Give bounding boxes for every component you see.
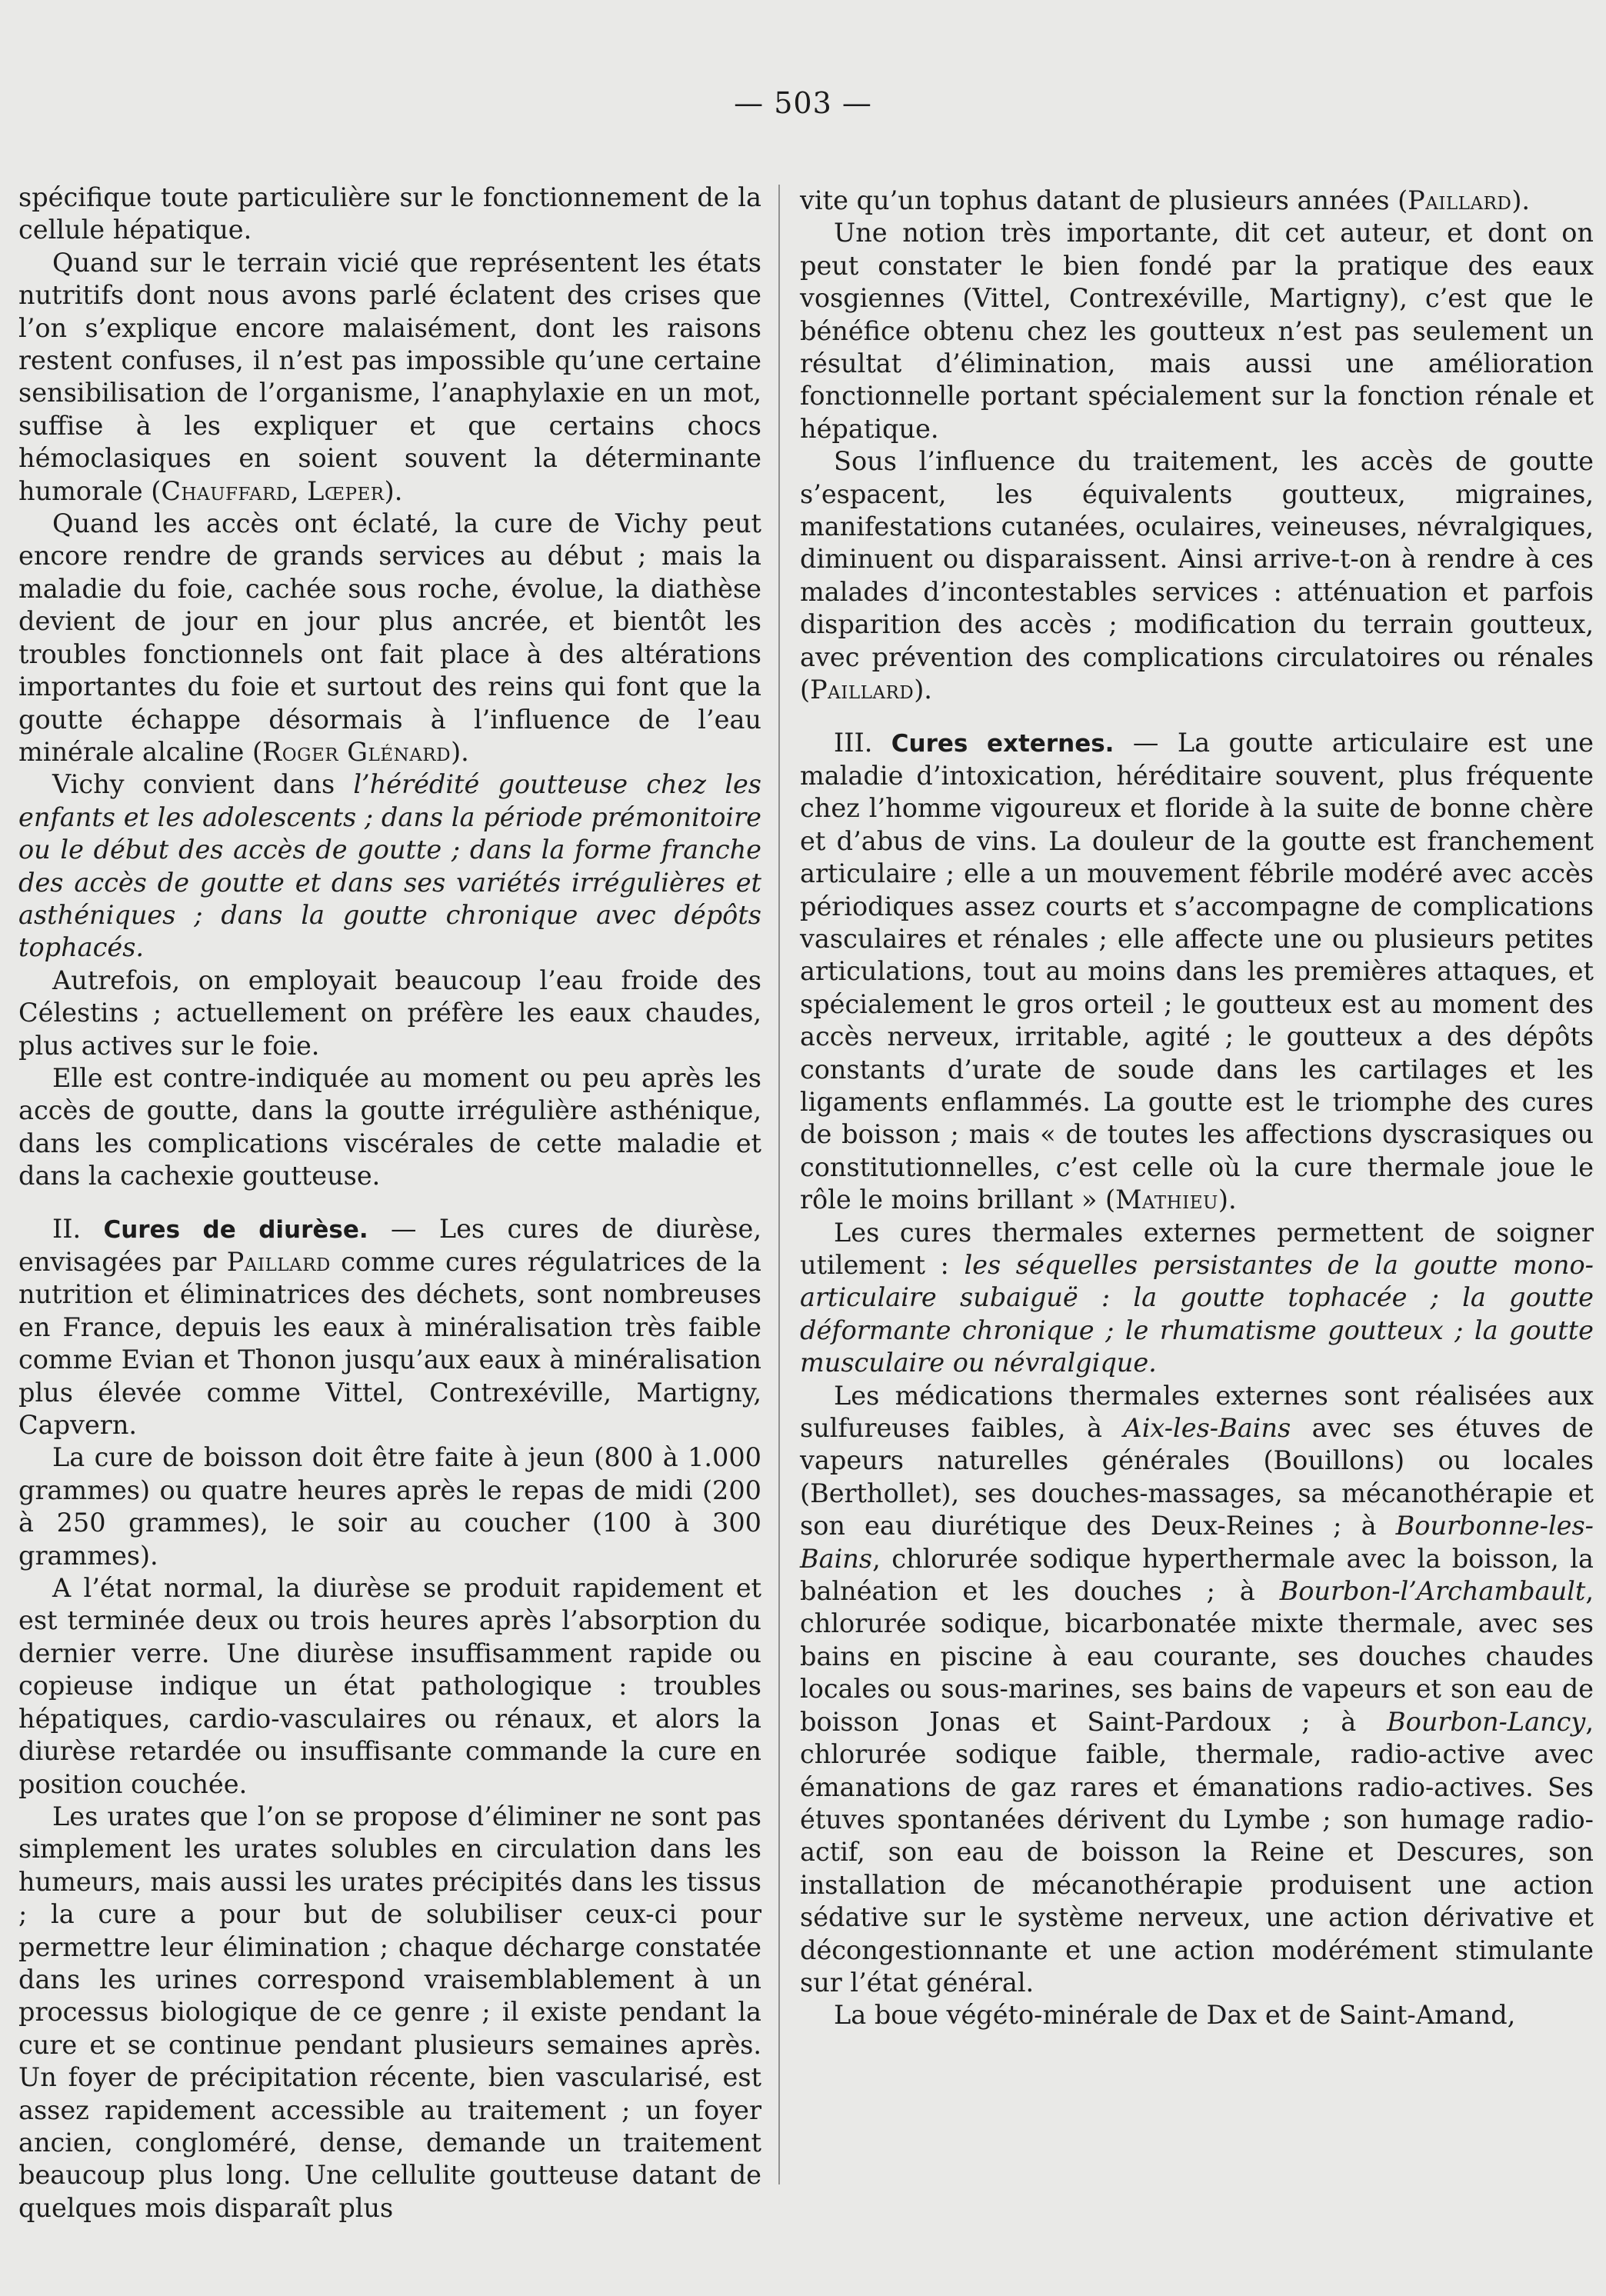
author-citation: Paillard — [810, 675, 915, 705]
paragraph — [18, 182, 761, 247]
section-heading: Cures de diurèse. — [103, 1215, 368, 1244]
column-divider — [778, 185, 780, 2184]
text-run: Vichy convient dans — [52, 769, 354, 800]
text-run: ). — [384, 475, 403, 506]
text-run: ). — [1218, 1185, 1237, 1215]
paragraph — [18, 768, 761, 964]
text-run: — La goutte articulaire est une maladie d’intoxication, héréditaire souvent, plus fréquente chez l’homme vigoureux et floride à la suite de bonne chère et d’abus de vins. La douleur de la goutte est franchement articulaire ; elle a un mouvement fébrile modéré avec accès périodiques assez courts et s’accompagne de complications vasculaires et rénales ; elle affecte une ou plusieurs petites articulations, tout au moins dans les premières attaques, et spécialement le gros orteil ; le goutteux est au moment des accès nerveux, irritable, agité ; le goutteux a des dépôts constants d’urate de soude dans les cartilages et les ligaments enflammés. La goutte est le triomphe des cures de boisson ; mais « de toutes les affections dyscrasiques ou constitutionnelles, c’est celle où la cure thermale joue le rôle le moins brillant » ( — [800, 727, 1594, 1215]
text-run: II. — [52, 1213, 104, 1244]
paragraph — [18, 1441, 761, 1572]
paragraph — [18, 1062, 761, 1193]
author-citation: Chauffard — [161, 475, 291, 506]
paragraph — [800, 1217, 1594, 1380]
text-run: La boue végéto-minérale de Dax et de Saint-Amand, — [834, 2000, 1516, 2031]
paragraph — [800, 217, 1594, 445]
paragraph — [18, 247, 761, 508]
paragraph — [18, 1213, 761, 1442]
left-column — [18, 182, 761, 2224]
right-column — [800, 185, 1594, 2032]
text-run: A l’état normal, la diurèse se produit rapidement et est terminée deux ou trois heures après l’absorption du dernier verre. Une diurèse insuffisamment rapide ou copieuse indique un état pathologique : troubles hépatiques, cardio-vasculaires ou rénaux, et alors la diurèse retardée ou insuffisante commande la cure en position couchée. — [18, 1573, 761, 1799]
text-run: Les urates que l’on se propose d’éliminer ne sont pas simplement les urates solubles en circulation dans les humeurs, mais aussi les urates précipités dans les tissus ; la cure a pour but de solubiliser ceux-ci pour permettre leur élimination ; chaque décharge constatée dans les urines correspond vraisemblablement à un processus biologique de ce genre ; il existe pendant la cure et se continue pendant plusieurs semaines après. Un foyer de précipitation récente, bien vascularisé, est assez rapidement accessible au traitement ; un foyer ancien, congloméré, dense, demande un traitement beaucoup plus long. Une cellulite goutteuse datant de quelques mois disparaît plus — [18, 1801, 761, 2223]
paragraph — [18, 965, 761, 1062]
author-citation: Mathieu — [1115, 1185, 1218, 1215]
paragraph — [18, 1572, 761, 1801]
text-run: Les cures thermales externes permettent de soigner utilement : — [800, 1217, 1594, 1280]
paragraph — [18, 1801, 761, 2224]
text-run: Quand les accès ont éclaté, la cure de Vichy peut encore rendre de grands services au début ; mais la maladie du foie, cachée sous roche, évolue, la diathèse devient de jour en jour plus ancrée, et bientôt les troubles fonctionnels ont fait place à des altérations importantes du foie et surtout des reins qui font que la goutte échappe désormais à l’influence de l’eau minérale alcaline ( — [18, 508, 761, 767]
text-run: Quand sur le terrain vicié que représentent les états nutritifs dont nous avons parlé éclatent des crises que l’on s’explique encore malaisément, dont les raisons restent confuses, il n’est pas impossible qu’une certaine sensibilisation de l’organisme, l’anaphylaxie en un mot, suffise à les expliquer et que certains chocs hémoclasiques en soient souvent la déterminante humorale ( — [18, 247, 761, 506]
text-run: III. — [834, 727, 891, 758]
text-run: , chlorurée sodique, bicarbonatée mixte thermale, avec ses bains en piscine à eau courante, ses douches chaudes locales ou sous-marines, ses bains de vapeurs et son eau de boisson Jonas et Saint-Pardoux ; à — [800, 1576, 1594, 1737]
text-run: , chlorurée sodique hyperthermale avec la boisson, la balnéation et les douches ; à — [800, 1543, 1594, 1607]
text-run: ). — [914, 675, 932, 705]
text-run: , — [290, 475, 308, 506]
text-run: ). — [1511, 185, 1531, 215]
paragraph — [800, 185, 1594, 217]
author-citation: Paillard — [226, 1247, 331, 1277]
paragraph — [800, 727, 1594, 1217]
text-run: ). — [451, 736, 469, 767]
italic-text: Bourbonne-les-Bains — [800, 1511, 1594, 1574]
text-run: La cure de boisson doit être faite à jeun (800 à 1.000 grammes) ou quatre heures après le repas de midi (200 à 250 grammes), le soir au coucher (100 à 300 grammes). — [18, 1442, 761, 1571]
text-run: avec ses étuves de vapeurs naturelles générales (Bouillons) ou locales (Berthollet), ses douches-massages, sa mécanothérapie et son eau diurétique des Deux-Reines ; à — [800, 1413, 1594, 1541]
text-run: Elle est contre-indiquée au moment ou peu après les accès de goutte, dans la goutte irrégulière asthénique, dans les complications viscérales de cette maladie et dans la cachexie goutteuse. — [18, 1062, 761, 1191]
italic-text: Bourbon-Lancy — [1386, 1706, 1586, 1737]
page-number: — 503 — — [734, 86, 872, 120]
paragraph — [800, 1999, 1594, 2031]
text-run: comme cures régulatrices de la nutrition et éliminatrices des déchets, sont nombreuses en France, depuis les eaux à minéralisation très faible comme Evian et Thonon jusqu’aux eaux à minéralisation plus élevée comme Vittel, Contrexéville, Martigny, Capvern. — [18, 1247, 761, 1441]
text-run: Sous l’influence du traitement, les accès de goutte s’espacent, les équivalents goutteux, migraines, manifestations cutanées, oculaires, veineuses, névralgiques, diminuent ou disparaissent. Ainsi arrive-t-on à rendre à ces malades d’incontestables services : atténuation et parfois disparition des accès ; modification du terrain goutteux, avec prévention des complications circulatoires ou rénales ( — [800, 446, 1594, 705]
text-run: vite qu’un tophus datant de plusieurs années ( — [800, 185, 1408, 215]
section-heading: Cures externes. — [891, 729, 1115, 758]
paragraph — [800, 445, 1594, 706]
text-run: , chlorurée sodique faible, thermale, radio-active avec émanations de gaz rares et émanations radio-actives. Ses étuves spontanées dérivent du Lymbe ; son humage radio-actif, son eau de boisson la Reine et Descures, son installation de mécanothérapie produisent une action sédative sur le système nerveux, une action dérivative et décongestionnante et une action modérément stimulante sur l’état général. — [800, 1706, 1594, 1998]
italic-text: les séquelles persistantes de la goutte mono-articulaire subaiguë : la goutte tophacée ; la goutte déformante chronique ; le rhumatisme goutteux ; la goutte musculaire ou névralgique. — [800, 1250, 1594, 1378]
paragraph — [18, 508, 761, 768]
author-citation: Lœper — [307, 475, 385, 506]
author-citation: Paillard — [1408, 185, 1512, 215]
author-citation: Roger Glénard — [262, 736, 451, 767]
text-run: Autrefois, on employait beaucoup l’eau froide des Célestins ; actuellement on préfère les eaux chaudes, plus actives sur le foie. — [18, 965, 761, 1061]
italic-text: l’hérédité goutteuse chez les enfants et les adolescents ; dans la période prémonitoire ou le début des accès de goutte ; dans la forme franche des accès de goutte et dans ses variétés irrégulières et asthéniques ; dans la goutte chronique avec dépôts tophacés. — [18, 769, 761, 963]
italic-text: Bourbon-l’Archambault — [1279, 1576, 1586, 1607]
italic-text: Aix-les-Bains — [1123, 1413, 1291, 1444]
text-run: Une notion très importante, dit cet auteur, et dont on peut constater le bien fondé par la pratique des eaux vosgiennes (Vittel, Contrexéville, Martigny), c’est que le bénéfice obtenu chez les goutteux n’est pas seulement un résultat d’élimination, mais aussi une amélioration fonctionnelle portant spécialement sur la fonction rénale et hépatique. — [800, 218, 1594, 444]
text-run: spécifique toute particulière sur le fonctionnement de la cellule hépatique. — [18, 182, 761, 245]
paragraph — [800, 1380, 1594, 2000]
text-run: — Les cures de diurèse, envisagées par — [18, 1213, 761, 1277]
text-run: Les médications thermales externes sont réalisées aux sulfureuses faibles, à — [800, 1380, 1594, 1444]
